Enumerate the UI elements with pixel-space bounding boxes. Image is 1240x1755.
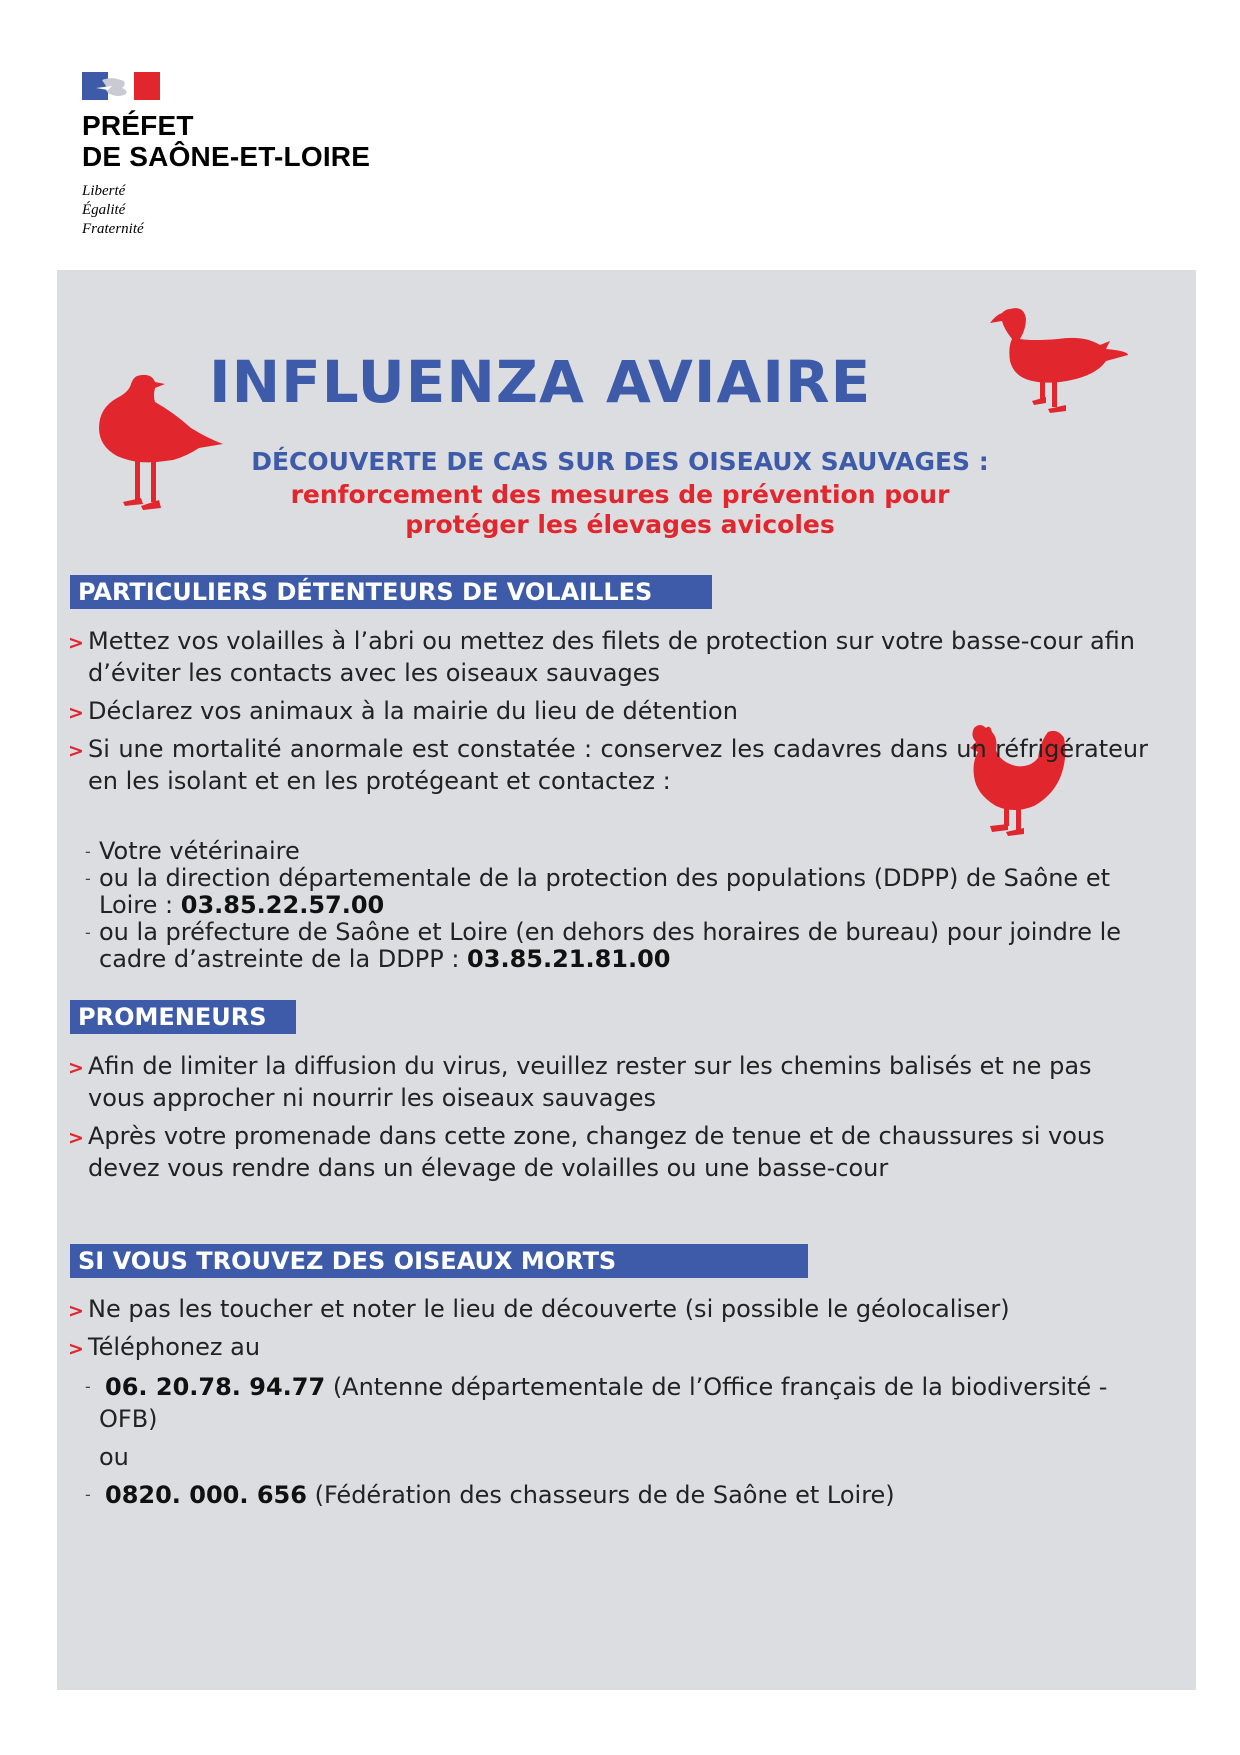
promeneurs-bullets bbox=[68, 1050, 1128, 1190]
chasseurs-phone: 0820. 000. 656 bbox=[105, 1481, 307, 1509]
chevron-right-icon: > bbox=[68, 1338, 84, 1360]
section-heading-particuliers: PARTICULIERS DÉTENTEURS DE VOLAILLES bbox=[70, 575, 712, 609]
contact-item-ddpp: - ou la direction départementale de la protection des populations (DDPP) de Saône et Loire : 03.85.22.57.00 bbox=[85, 864, 1110, 919]
phone-item-ofb: - 06. 20.78. 94.77 (Antenne départementale de l’Office français de la biodiversité - OFB) bbox=[85, 1373, 1108, 1433]
phone-item-chasseurs: - 0820. 000. 656 (Fédération des chasseurs de de Saône et Loire) bbox=[85, 1481, 895, 1509]
astreinte-phone: 03.85.21.81.00 bbox=[467, 945, 671, 973]
page-subtitle: DÉCOUVERTE DE CAS SUR DES OISEAUX SAUVAGES : bbox=[251, 447, 989, 476]
list-item bbox=[68, 1331, 1158, 1363]
contact-text: ou la préfecture de Saône et Loire (en dehors des horaires de bureau) pour joindre le cadre d’astreinte de la DDPP : bbox=[99, 918, 1122, 973]
bullet-text: Afin de limiter la diffusion du virus, veuillez rester sur les chemins balisés et ne pas vous approcher ni nourrir les oiseaux sauvages bbox=[88, 1052, 1092, 1112]
particuliers-bullets bbox=[68, 625, 1148, 803]
motto-fraternite: Fraternité bbox=[82, 221, 144, 237]
motto bbox=[82, 182, 402, 239]
motto-liberte: Liberté bbox=[82, 183, 126, 199]
chevron-right-icon: > bbox=[68, 632, 84, 654]
marianne-flag-icon bbox=[82, 72, 160, 100]
contact-list bbox=[85, 838, 1165, 973]
subtitle-red-line-2: protéger les élevages avicoles bbox=[405, 510, 835, 539]
bullet-text: Ne pas les toucher et noter le lieu de découverte (si possible le géolocaliser) bbox=[88, 1295, 1010, 1323]
oiseaux-morts-bullets bbox=[68, 1293, 1158, 1369]
bullet-text: Si une mortalité anormale est constatée : conservez les cadavres dans un réfrigérateur en les isolant et en les protégeant et contactez : bbox=[88, 735, 1148, 795]
chevron-right-icon: > bbox=[68, 740, 84, 762]
list-item bbox=[68, 733, 1148, 797]
prefecture-name bbox=[82, 110, 402, 172]
chevron-right-icon: > bbox=[68, 1300, 84, 1322]
bullet-text: Après votre promenade dans cette zone, changez de tenue et de chaussures si vous devez vous rendre dans un élevage de volailles ou une basse-cour bbox=[88, 1122, 1105, 1182]
motto-egalite: Égalité bbox=[82, 202, 126, 218]
chevron-right-icon: > bbox=[68, 702, 84, 724]
list-item bbox=[68, 1050, 1128, 1114]
bullet-text: Déclarez vos animaux à la mairie du lieu de détention bbox=[88, 697, 738, 725]
section-heading-oiseaux-morts: SI VOUS TROUVEZ DES OISEAUX MORTS bbox=[70, 1244, 808, 1278]
contact-text: Votre vétérinaire bbox=[99, 837, 300, 865]
page-title: INFLUENZA AVIAIRE bbox=[209, 348, 872, 416]
page-subtitle-red bbox=[120, 480, 1120, 540]
bullet-text: Mettez vos volailles à l’abri ou mettez des filets de protection sur votre basse-cour afin d’éviter les contacts avec les oiseaux sauvages bbox=[88, 627, 1136, 687]
list-item bbox=[68, 1120, 1128, 1184]
prefecture-logo bbox=[82, 72, 402, 239]
contact-item-veterinaire: - Votre vétérinaire bbox=[85, 837, 300, 865]
ofb-description: (Antenne départementale de l’Office français de la biodiversité - OFB) bbox=[99, 1373, 1108, 1433]
prefecture-line-1: PRÉFET bbox=[82, 110, 194, 141]
contact-text: ou la direction départementale de la protection des populations (DDPP) de Saône et Loire : bbox=[99, 864, 1110, 919]
list-item bbox=[68, 695, 1148, 727]
list-item bbox=[68, 625, 1148, 689]
subtitle-red-line-1: renforcement des mesures de prévention pour bbox=[290, 480, 950, 509]
chevron-right-icon: > bbox=[68, 1057, 84, 1079]
list-item bbox=[68, 1293, 1158, 1325]
chasseurs-description: (Fédération des chasseurs de de Saône et Loire) bbox=[314, 1481, 895, 1509]
contact-item-prefecture: - ou la préfecture de Saône et Loire (en dehors des horaires de bureau) pour joindre le cadre d’astreinte de la DDPP : 03.85.21.81.00 bbox=[85, 918, 1122, 973]
prefecture-line-2: DE SAÔNE-ET-LOIRE bbox=[82, 141, 371, 172]
bullet-text: Téléphonez au bbox=[88, 1333, 261, 1361]
ddpp-phone: 03.85.22.57.00 bbox=[180, 891, 385, 919]
chevron-right-icon: > bbox=[68, 1127, 84, 1149]
section-heading-promeneurs: PROMENEURS bbox=[70, 1000, 296, 1034]
phone-list bbox=[85, 1371, 1145, 1511]
or-separator: ou bbox=[99, 1443, 129, 1471]
ofb-phone: 06. 20.78. 94.77 bbox=[105, 1373, 326, 1401]
duck-icon bbox=[988, 305, 1130, 417]
